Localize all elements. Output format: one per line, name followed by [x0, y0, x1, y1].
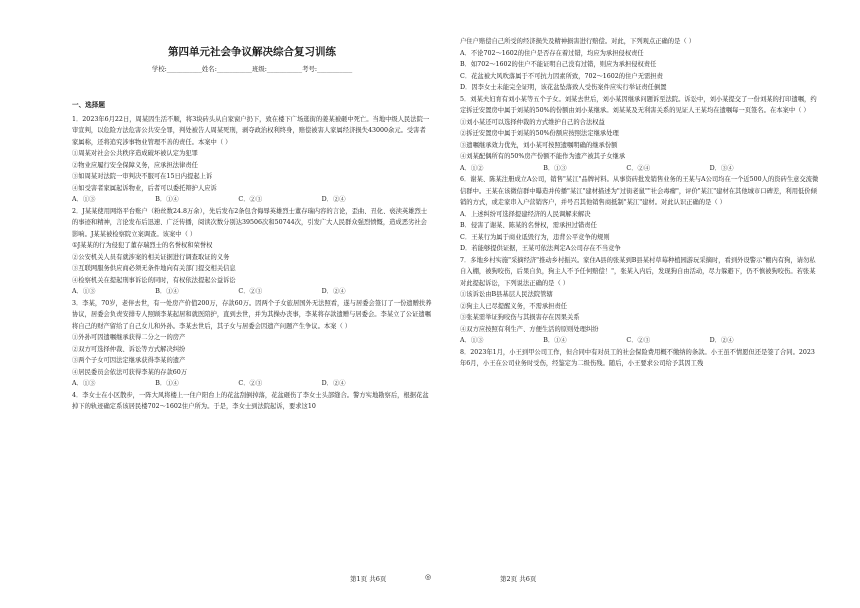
answer-choice[interactable]: A．①③: [72, 288, 96, 295]
question-6-stem: 6．谢某、陈某注册成立A公司，销售"某江"品牌衬料。从事资砖批发销售业务的王某与A公司均在一个近500人的资砖生意交流微信群中。王某在该微信群中曝造并传播"某江"建材描述为"过街老鼠""社会毒瘤"，评价"某江"建材在其他城市口碑差，利用低价倾销的方式，或走家串入户营销客户，并号召其他销售商抵制"某江"建材。对此认识正确的是（ ）: [460, 176, 819, 206]
question-7-option: ④双方应按照有利生产、方便生活的原则处理纠纷: [460, 325, 599, 333]
question-7-option: ①该诉讼由B县基层人民法院管辖: [460, 291, 553, 298]
answer-choice[interactable]: D．②④: [321, 196, 346, 203]
question-2-stem: 2．J某某使用网络平台账户（粉丝数24.8万余），先后发布2条包含侮辱英雄烈士董存瑞内容的言论，歪曲、丑化、亵渎英雄烈士的事迹和精神，言论发布后迅速、广泛传播，阅读次数分别达39506次和50744次，引发广大人民群众强烈愤慨，造成恶劣社会影响。J某某被检察院立案调查。该案中（ ）: [72, 207, 428, 238]
question-2-option: ①J某某的行为侵犯了董存瑞烈士的名誉权和荣誉权: [72, 242, 213, 249]
question-4-stem: 4．李女士在小区散步，一阵大风将楼上一住户阳台上的花盆刮倒掉落，花盆砸伤了李女士头部缝合。警方实地勘察后，根据花盆掉下的轨迹确定系该居民楼702～1602住户所为。于是，李女士到法院起诉，要求这10: [72, 391, 429, 410]
answer-choice[interactable]: B．①④: [543, 337, 567, 344]
question-7-option: ③张某需举证狗咬伤与其损害存在因果关系: [460, 314, 580, 321]
question-4-option: B．如702～1602的住户不能证明自己没有过错，则应为承担侵权责任: [460, 61, 657, 68]
binding-circle-icon: ◎: [425, 573, 432, 581]
question-2-option: ④检察机关在提起刑事诉讼的同时，有权依法提起公益诉讼: [72, 276, 236, 284]
answer-choice[interactable]: A．①③: [460, 337, 484, 344]
answer-choice[interactable]: C．②③: [238, 196, 263, 203]
right-column: [460, 36, 820, 370]
question-1-stem: 1．2023年6月22日，周某因生活不顺，将3块砖头从自家窗户扔下，致在楼下广场逛街的姜某被砸中死亡。当地中级人民法院一审宣判，以危险方法危害公共安全罪，判处被告人周某死刑，剥夺政治权利终身，赔偿被害人家属经济损失43000余元。受害者家属称，还将追究涉事物业管理不善的责任。本案中（ ）: [72, 115, 430, 146]
answer-choice[interactable]: C．②③: [238, 380, 263, 387]
question-1-option: ②物业应履行安全保障义务，应承担法律责任: [72, 161, 198, 169]
question-7-stem: 7．多地乡村实施"采摘经济"推动乡村振兴。家住A县的张某到B县某村草莓种植园游玩采摘时，看到外设警示"棚内有狗，请勿私自入棚，被狗咬伤，后果自负，狗主人不予任何赔偿！"，张某入内后，发现狗自由活动，尽力躲避下，仍不慎被狗咬伤。若张某对此提起诉讼，下列说法正确的是（ ）: [460, 256, 816, 287]
answer-choice[interactable]: C．②④: [626, 164, 651, 172]
question-3-option: ④居民委员会依法可获得李某的存款60万: [72, 368, 188, 376]
left-column: [72, 86, 432, 413]
question-2-option: ②公安机关人员有就涉案的相关证据进行调查取证的义务: [72, 253, 230, 261]
question-4-option: C．花盆被大风吹落属于不可抗力因素所致，702～1602的住户无需担责: [460, 72, 663, 80]
document-title: 第四单元社会争议解决综合复习训练: [168, 46, 336, 58]
question-5-option: ①刘小某还可以选择仲裁的方式维护自己的合法权益: [460, 118, 605, 126]
question-6-option: C．王某行为属于商业诋毁行为，违背公平竞争的规则: [460, 233, 610, 241]
question-2-answers: [72, 286, 432, 298]
question-6-option: D．若能够提供证据，王某可依法判定A公司存在不当竞争: [460, 245, 621, 252]
student-info-line: 学校:___________姓名:___________班级:___________考号:___________: [151, 65, 353, 73]
answer-choice[interactable]: B．①③: [543, 164, 567, 172]
right-page: [430, 0, 860, 608]
question-3-option: ③两个子女可因法定继承获得李某的遗产: [72, 357, 186, 364]
question-1-option: ③如周某对法院一审判决不服可在15日内提起上诉: [72, 173, 213, 180]
answer-choice[interactable]: A．①②: [460, 164, 484, 172]
section-heading: 一、选择题: [72, 101, 105, 109]
question-5-stem: 5．刘某夫妇育有刘小某等五个子女。刘某去世后，刘小某因继承问题诉至法院。诉讼中，刘小某提交了一份刘某的打印遗嘱，约定拆迁安置房中属于刘某的50%的份额由刘小某继承。刘某某及无利害关系的见证人王某均在遗嘱每一页签名。在本案中（ ）: [460, 95, 817, 114]
question-1-option: ①周某对社会公共秩序造成破坏被认定为犯罪: [72, 150, 198, 157]
answer-choice[interactable]: B．①④: [155, 196, 179, 203]
question-3-answers: [72, 378, 432, 390]
answer-choice[interactable]: A．①③: [72, 380, 96, 387]
answer-choice[interactable]: D．②④: [709, 337, 734, 344]
question-4-option: A．不论702～1602的住户是否存在着过错，均应为承担侵权责任: [460, 49, 644, 57]
answer-choice[interactable]: A．①③: [72, 196, 96, 203]
question-6-option: B．侵害了谢某、陈某的名誉权，需承担过错责任: [460, 222, 597, 229]
answer-choice[interactable]: B．①④: [155, 288, 179, 295]
question-1-answers: [72, 194, 432, 206]
question-5-option: ④刘某配偶所有的50%房产份额不能作为遗产被其子女继承: [460, 153, 626, 160]
answer-choice[interactable]: D．②④: [321, 288, 346, 295]
answer-choice[interactable]: D．②④: [321, 380, 346, 387]
page-number-right: 第2页 共6页: [500, 575, 537, 583]
question-4-option: D．因李女士未能完全证明，该花盆坠落致人受伤案件应实行举证责任倒置: [460, 84, 667, 91]
question-6-option: A．上述纠纷可选择提建经济的人民调解来解决: [460, 210, 591, 218]
answer-choice[interactable]: D．③④: [709, 164, 734, 172]
answer-choice[interactable]: C．②③: [238, 288, 263, 295]
question-2-option: ③互联网服务供应商必须无条件地向有关部门提交相关信息: [72, 265, 236, 272]
answer-choice[interactable]: B．①④: [155, 380, 179, 387]
question-3-option: ①外孙可因遗嘱继承获得二分之一的房产: [72, 334, 186, 341]
question-5-answers: [460, 163, 820, 175]
question-1-option: ④如受害者家属起诉物业，后者可以委托辩护人应诉: [72, 184, 217, 192]
question-3-option: ②双方可选择仲裁、诉讼等方式解决纠纷: [72, 345, 186, 353]
question-5-option: ③遗嘱继承效力优先，刘小某可按照遗嘱明确的继承份额: [460, 141, 618, 149]
answer-choice[interactable]: C．②③: [626, 337, 651, 344]
question-3-stem: 3．李某，70岁，老伴去世，有一处房产价值200万，存款60万。因两个子女旅居国外无法照看，遂与居委会签订了一份遗赠扶养协议，居委会负责安排专人照顾李某起居和就医陪护，直到去世，并为其操办丧事，李某将存款遗赠与居委会。李某立了公证遗嘱将自己的财产留给了自己女儿和外孙。李某去世后，其子女与居委会因遗产问题产生争议。本案（ ）: [72, 299, 432, 330]
question-4-continued: 户住户赔偿自己所受的经济损失及精神损害进行赔偿。对此，下列观点正确的是（ ）: [460, 38, 695, 45]
page-number-left: 第1页 共6页: [350, 575, 387, 583]
question-7-answers: [460, 335, 820, 347]
question-7-option: ②狗主人已尽提醒义务，不需承担责任: [460, 302, 568, 310]
question-8-stem: 8．2023年1月，小王到甲公司工作，但合同中有对员工的社会保险费用概不缴纳的条款。小王虽不情愿但还是签了合同。2023年6月，小王在公司业务时受伤，经鉴定为二级伤残。随后，小王要求公司给予其因工残: [460, 348, 815, 367]
question-5-option: ②拆迁安置房中属于刘某的50%份额应按照法定继承处理: [460, 130, 619, 137]
